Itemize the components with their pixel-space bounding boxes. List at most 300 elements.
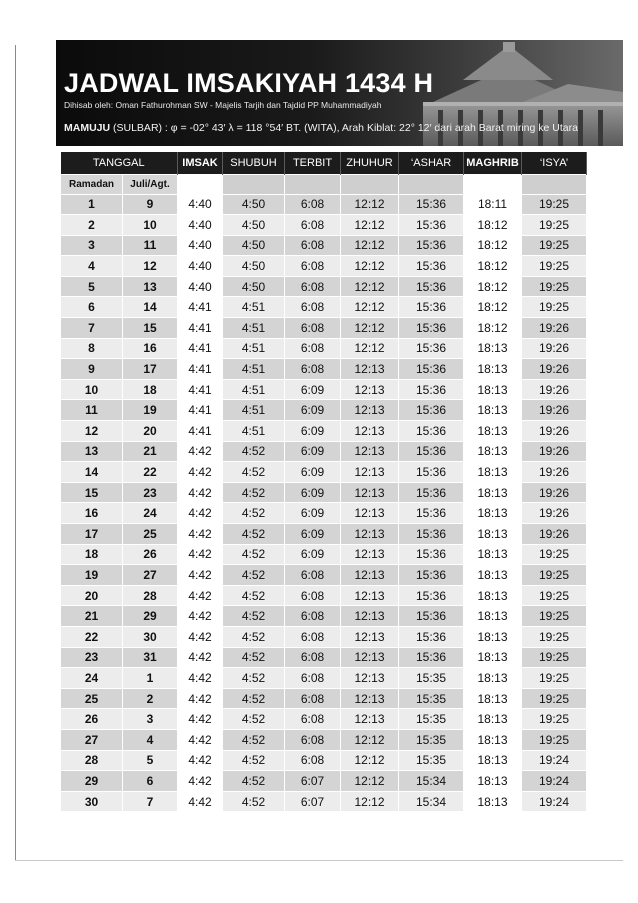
cell-isya: 19:26	[522, 441, 587, 462]
cell-gregorian-day: 20	[123, 421, 178, 442]
cell-maghrib: 18:13	[464, 791, 522, 812]
cell-gregorian-day: 21	[123, 441, 178, 462]
subheader-empty-cell	[223, 174, 285, 194]
cell-ashar: 15:36	[399, 400, 464, 421]
cell-terbit: 6:08	[285, 688, 341, 709]
table-row	[61, 194, 587, 215]
cell-ashar: 15:36	[399, 215, 464, 236]
table-row	[61, 421, 587, 442]
cell-zhuhur: 12:12	[341, 256, 399, 277]
cell-isya: 19:25	[522, 215, 587, 236]
cell-gregorian-day: 10	[123, 215, 178, 236]
cell-gregorian-day: 23	[123, 482, 178, 503]
page-title: JADWAL IMSAKIYAH 1434 H	[64, 68, 434, 98]
location-city: MAMUJU	[64, 122, 111, 134]
cell-maghrib: 18:13	[464, 688, 522, 709]
cell-terbit: 6:07	[285, 771, 341, 792]
cell-terbit: 6:08	[285, 276, 341, 297]
cell-ashar: 15:35	[399, 709, 464, 730]
cell-ashar: 15:36	[399, 544, 464, 565]
cell-zhuhur: 12:13	[341, 709, 399, 730]
cell-gregorian-day: 29	[123, 606, 178, 627]
cell-maghrib: 18:13	[464, 482, 522, 503]
subheader-empty-cell	[341, 174, 399, 194]
cell-zhuhur: 12:13	[341, 503, 399, 524]
cell-ramadan-day: 3	[61, 235, 123, 256]
cell-zhuhur: 12:13	[341, 359, 399, 380]
cell-shubuh: 4:50	[223, 194, 285, 215]
cell-isya: 19:25	[522, 256, 587, 277]
column-header-imsak: IMSAK	[178, 152, 223, 174]
cell-zhuhur: 12:13	[341, 544, 399, 565]
table-row	[61, 524, 587, 545]
cell-ashar: 15:36	[399, 318, 464, 339]
cell-isya: 19:26	[522, 524, 587, 545]
cell-ramadan-day: 11	[61, 400, 123, 421]
table-row	[61, 235, 587, 256]
cell-isya: 19:25	[522, 606, 587, 627]
cell-terbit: 6:09	[285, 503, 341, 524]
cell-terbit: 6:09	[285, 441, 341, 462]
cell-ashar: 15:36	[399, 606, 464, 627]
cell-terbit: 6:08	[285, 585, 341, 606]
cell-isya: 19:25	[522, 235, 587, 256]
cell-terbit: 6:08	[285, 359, 341, 380]
cell-ramadan-day: 26	[61, 709, 123, 730]
table-row	[61, 318, 587, 339]
cell-terbit: 6:07	[285, 791, 341, 812]
table-row	[61, 359, 587, 380]
table-row	[61, 709, 587, 730]
subheader-empty-cell	[285, 174, 341, 194]
column-header-zhuhur: ZHUHUR	[341, 152, 399, 174]
cell-gregorian-day: 19	[123, 400, 178, 421]
cell-zhuhur: 12:13	[341, 524, 399, 545]
cell-ramadan-day: 1	[61, 194, 123, 215]
cell-shubuh: 4:51	[223, 297, 285, 318]
cell-ramadan-day: 22	[61, 626, 123, 647]
table-row	[61, 441, 587, 462]
cell-zhuhur: 12:12	[341, 235, 399, 256]
cell-maghrib: 18:13	[464, 359, 522, 380]
cell-isya: 19:24	[522, 750, 587, 771]
subheader-empty-cell	[399, 174, 464, 194]
cell-maghrib: 18:13	[464, 400, 522, 421]
page-left-rule	[15, 45, 16, 860]
cell-gregorian-day: 27	[123, 565, 178, 586]
cell-zhuhur: 12:12	[341, 771, 399, 792]
cell-isya: 19:26	[522, 379, 587, 400]
cell-imsak: 4:41	[178, 318, 223, 339]
cell-imsak: 4:41	[178, 421, 223, 442]
cell-gregorian-day: 13	[123, 276, 178, 297]
cell-gregorian-day: 17	[123, 359, 178, 380]
cell-maghrib: 18:12	[464, 256, 522, 277]
cell-zhuhur: 12:12	[341, 338, 399, 359]
cell-maghrib: 18:12	[464, 215, 522, 236]
cell-shubuh: 4:52	[223, 771, 285, 792]
cell-maghrib: 18:13	[464, 379, 522, 400]
cell-isya: 19:25	[522, 668, 587, 689]
cell-zhuhur: 12:13	[341, 462, 399, 483]
cell-imsak: 4:42	[178, 771, 223, 792]
cell-maghrib: 18:13	[464, 606, 522, 627]
location-coordinates: (SULBAR) : φ = -02° 43′ λ = 118 °54′ BT. (WITA), Arah Kiblat: 22° 12′ dari arah Barat miring ke Utara	[110, 122, 578, 134]
subheader-empty-cell	[522, 174, 587, 194]
cell-imsak: 4:42	[178, 791, 223, 812]
cell-terbit: 6:08	[285, 297, 341, 318]
table-row	[61, 215, 587, 236]
cell-ramadan-day: 14	[61, 462, 123, 483]
cell-isya: 19:25	[522, 729, 587, 750]
subheader-juli-agt: Juli/Agt.	[123, 174, 178, 194]
cell-terbit: 6:08	[285, 709, 341, 730]
cell-ramadan-day: 28	[61, 750, 123, 771]
column-header-shubuh: SHUBUH	[223, 152, 285, 174]
cell-maghrib: 18:13	[464, 626, 522, 647]
table-row	[61, 668, 587, 689]
cell-maghrib: 18:13	[464, 544, 522, 565]
cell-ramadan-day: 7	[61, 318, 123, 339]
cell-shubuh: 4:52	[223, 688, 285, 709]
table-row	[61, 503, 587, 524]
cell-zhuhur: 12:12	[341, 194, 399, 215]
cell-zhuhur: 12:13	[341, 647, 399, 668]
cell-imsak: 4:42	[178, 709, 223, 730]
cell-zhuhur: 12:13	[341, 400, 399, 421]
cell-ramadan-day: 25	[61, 688, 123, 709]
table-row	[61, 585, 587, 606]
cell-imsak: 4:40	[178, 235, 223, 256]
table-row	[61, 688, 587, 709]
table-row	[61, 606, 587, 627]
cell-ashar: 15:36	[399, 585, 464, 606]
cell-shubuh: 4:50	[223, 276, 285, 297]
cell-ashar: 15:35	[399, 729, 464, 750]
cell-isya: 19:25	[522, 276, 587, 297]
cell-maghrib: 18:13	[464, 441, 522, 462]
cell-isya: 19:25	[522, 565, 587, 586]
cell-ashar: 15:35	[399, 688, 464, 709]
page-subtitle: Dihisab oleh: Oman Fathurohman SW - Majelis Tarjih dan Tajdid PP Muhammadiyah	[64, 100, 382, 110]
cell-terbit: 6:09	[285, 379, 341, 400]
cell-gregorian-day: 9	[123, 194, 178, 215]
cell-imsak: 4:42	[178, 503, 223, 524]
table-header-row	[61, 152, 587, 174]
cell-imsak: 4:42	[178, 750, 223, 771]
cell-ashar: 15:34	[399, 791, 464, 812]
cell-ashar: 15:36	[399, 359, 464, 380]
cell-ramadan-day: 21	[61, 606, 123, 627]
cell-maghrib: 18:13	[464, 421, 522, 442]
cell-maghrib: 18:13	[464, 524, 522, 545]
cell-imsak: 4:42	[178, 647, 223, 668]
cell-shubuh: 4:51	[223, 338, 285, 359]
cell-terbit: 6:08	[285, 668, 341, 689]
cell-ramadan-day: 6	[61, 297, 123, 318]
column-header-terbit: TERBIT	[285, 152, 341, 174]
page-bottom-rule	[15, 860, 623, 861]
table-row	[61, 750, 587, 771]
cell-zhuhur: 12:12	[341, 215, 399, 236]
subheader-ramadan: Ramadan	[61, 174, 123, 194]
cell-imsak: 4:42	[178, 585, 223, 606]
cell-terbit: 6:09	[285, 544, 341, 565]
cell-terbit: 6:08	[285, 565, 341, 586]
cell-isya: 19:26	[522, 359, 587, 380]
table-row	[61, 400, 587, 421]
cell-shubuh: 4:52	[223, 482, 285, 503]
table-body	[61, 194, 587, 812]
cell-terbit: 6:08	[285, 215, 341, 236]
cell-ashar: 15:36	[399, 276, 464, 297]
cell-maghrib: 18:13	[464, 647, 522, 668]
cell-gregorian-day: 15	[123, 318, 178, 339]
cell-shubuh: 4:51	[223, 400, 285, 421]
cell-gregorian-day: 18	[123, 379, 178, 400]
cell-gregorian-day: 22	[123, 462, 178, 483]
cell-imsak: 4:41	[178, 297, 223, 318]
cell-shubuh: 4:51	[223, 318, 285, 339]
cell-terbit: 6:08	[285, 606, 341, 627]
cell-isya: 19:26	[522, 421, 587, 442]
cell-ashar: 15:36	[399, 379, 464, 400]
cell-gregorian-day: 14	[123, 297, 178, 318]
cell-imsak: 4:42	[178, 668, 223, 689]
cell-shubuh: 4:52	[223, 647, 285, 668]
cell-zhuhur: 12:13	[341, 482, 399, 503]
cell-imsak: 4:42	[178, 482, 223, 503]
cell-ramadan-day: 9	[61, 359, 123, 380]
cell-ramadan-day: 24	[61, 668, 123, 689]
cell-ashar: 15:35	[399, 750, 464, 771]
column-header-isya: ‘ISYA’	[522, 152, 587, 174]
cell-isya: 19:24	[522, 791, 587, 812]
cell-ashar: 15:36	[399, 194, 464, 215]
cell-zhuhur: 12:12	[341, 297, 399, 318]
cell-terbit: 6:08	[285, 318, 341, 339]
cell-isya: 19:25	[522, 626, 587, 647]
cell-shubuh: 4:51	[223, 359, 285, 380]
cell-shubuh: 4:52	[223, 791, 285, 812]
cell-gregorian-day: 1	[123, 668, 178, 689]
table-subheader-row	[61, 174, 587, 194]
cell-ashar: 15:36	[399, 524, 464, 545]
cell-imsak: 4:42	[178, 606, 223, 627]
cell-ramadan-day: 10	[61, 379, 123, 400]
cell-zhuhur: 12:13	[341, 379, 399, 400]
cell-shubuh: 4:52	[223, 729, 285, 750]
location-info	[64, 122, 578, 134]
cell-imsak: 4:42	[178, 462, 223, 483]
subheader-empty-cell	[178, 174, 223, 194]
cell-ramadan-day: 16	[61, 503, 123, 524]
cell-imsak: 4:40	[178, 194, 223, 215]
cell-shubuh: 4:52	[223, 606, 285, 627]
cell-gregorian-day: 5	[123, 750, 178, 771]
cell-imsak: 4:41	[178, 400, 223, 421]
cell-ramadan-day: 2	[61, 215, 123, 236]
cell-isya: 19:26	[522, 400, 587, 421]
cell-isya: 19:25	[522, 194, 587, 215]
cell-imsak: 4:40	[178, 256, 223, 277]
cell-maghrib: 18:12	[464, 235, 522, 256]
cell-isya: 19:25	[522, 709, 587, 730]
cell-ashar: 15:36	[399, 297, 464, 318]
cell-shubuh: 4:52	[223, 441, 285, 462]
cell-isya: 19:26	[522, 338, 587, 359]
cell-ashar: 15:36	[399, 421, 464, 442]
cell-gregorian-day: 6	[123, 771, 178, 792]
cell-ashar: 15:34	[399, 771, 464, 792]
cell-imsak: 4:40	[178, 215, 223, 236]
cell-isya: 19:25	[522, 297, 587, 318]
cell-shubuh: 4:52	[223, 709, 285, 730]
cell-ashar: 15:35	[399, 668, 464, 689]
cell-zhuhur: 12:13	[341, 668, 399, 689]
table-row	[61, 256, 587, 277]
cell-maghrib: 18:13	[464, 750, 522, 771]
cell-ramadan-day: 19	[61, 565, 123, 586]
cell-isya: 19:26	[522, 318, 587, 339]
cell-gregorian-day: 31	[123, 647, 178, 668]
cell-terbit: 6:09	[285, 524, 341, 545]
table-row	[61, 338, 587, 359]
table-row	[61, 771, 587, 792]
cell-ramadan-day: 8	[61, 338, 123, 359]
cell-terbit: 6:09	[285, 462, 341, 483]
column-header-ashar: ‘ASHAR	[399, 152, 464, 174]
cell-shubuh: 4:50	[223, 235, 285, 256]
cell-imsak: 4:41	[178, 359, 223, 380]
cell-ramadan-day: 30	[61, 791, 123, 812]
cell-ramadan-day: 5	[61, 276, 123, 297]
cell-shubuh: 4:52	[223, 668, 285, 689]
cell-maghrib: 18:12	[464, 297, 522, 318]
cell-maghrib: 18:13	[464, 668, 522, 689]
cell-ramadan-day: 20	[61, 585, 123, 606]
cell-imsak: 4:42	[178, 544, 223, 565]
cell-terbit: 6:08	[285, 750, 341, 771]
subheader-empty-cell	[464, 174, 522, 194]
cell-maghrib: 18:13	[464, 565, 522, 586]
cell-maghrib: 18:13	[464, 709, 522, 730]
cell-shubuh: 4:50	[223, 256, 285, 277]
cell-shubuh: 4:52	[223, 462, 285, 483]
cell-maghrib: 18:13	[464, 771, 522, 792]
cell-zhuhur: 12:13	[341, 441, 399, 462]
table-row	[61, 482, 587, 503]
cell-shubuh: 4:52	[223, 750, 285, 771]
header-banner	[56, 40, 623, 146]
cell-gregorian-day: 2	[123, 688, 178, 709]
cell-maghrib: 18:12	[464, 318, 522, 339]
cell-ramadan-day: 18	[61, 544, 123, 565]
cell-imsak: 4:42	[178, 524, 223, 545]
cell-terbit: 6:08	[285, 256, 341, 277]
table-row	[61, 276, 587, 297]
cell-ashar: 15:36	[399, 647, 464, 668]
cell-gregorian-day: 11	[123, 235, 178, 256]
cell-shubuh: 4:52	[223, 544, 285, 565]
cell-zhuhur: 12:13	[341, 606, 399, 627]
cell-imsak: 4:40	[178, 276, 223, 297]
cell-isya: 19:24	[522, 771, 587, 792]
cell-shubuh: 4:50	[223, 215, 285, 236]
cell-imsak: 4:42	[178, 688, 223, 709]
cell-isya: 19:25	[522, 585, 587, 606]
cell-zhuhur: 12:12	[341, 750, 399, 771]
cell-imsak: 4:42	[178, 441, 223, 462]
cell-imsak: 4:42	[178, 729, 223, 750]
cell-terbit: 6:08	[285, 647, 341, 668]
cell-ramadan-day: 29	[61, 771, 123, 792]
cell-gregorian-day: 7	[123, 791, 178, 812]
cell-zhuhur: 12:13	[341, 585, 399, 606]
cell-isya: 19:25	[522, 647, 587, 668]
column-header-maghrib: MAGHRIB	[464, 152, 522, 174]
cell-zhuhur: 12:12	[341, 729, 399, 750]
cell-ramadan-day: 23	[61, 647, 123, 668]
table-row	[61, 729, 587, 750]
cell-shubuh: 4:52	[223, 626, 285, 647]
table-row	[61, 379, 587, 400]
cell-shubuh: 4:51	[223, 421, 285, 442]
cell-terbit: 6:08	[285, 729, 341, 750]
column-header-tanggal: TANGGAL	[61, 152, 178, 174]
cell-zhuhur: 12:12	[341, 318, 399, 339]
cell-terbit: 6:09	[285, 421, 341, 442]
cell-imsak: 4:41	[178, 379, 223, 400]
cell-zhuhur: 12:13	[341, 688, 399, 709]
cell-zhuhur: 12:12	[341, 791, 399, 812]
cell-ramadan-day: 12	[61, 421, 123, 442]
cell-maghrib: 18:13	[464, 729, 522, 750]
cell-ashar: 15:36	[399, 441, 464, 462]
cell-maghrib: 18:13	[464, 462, 522, 483]
cell-gregorian-day: 12	[123, 256, 178, 277]
cell-zhuhur: 12:13	[341, 626, 399, 647]
cell-gregorian-day: 16	[123, 338, 178, 359]
cell-terbit: 6:08	[285, 626, 341, 647]
cell-imsak: 4:41	[178, 338, 223, 359]
cell-maghrib: 18:13	[464, 338, 522, 359]
cell-shubuh: 4:52	[223, 524, 285, 545]
table-row	[61, 297, 587, 318]
cell-ashar: 15:36	[399, 338, 464, 359]
cell-ashar: 15:36	[399, 256, 464, 277]
cell-imsak: 4:42	[178, 565, 223, 586]
table-row	[61, 544, 587, 565]
cell-maghrib: 18:11	[464, 194, 522, 215]
cell-ashar: 15:36	[399, 482, 464, 503]
cell-shubuh: 4:52	[223, 565, 285, 586]
cell-terbit: 6:08	[285, 338, 341, 359]
table-row	[61, 565, 587, 586]
cell-terbit: 6:09	[285, 482, 341, 503]
cell-ashar: 15:36	[399, 626, 464, 647]
cell-ramadan-day: 13	[61, 441, 123, 462]
cell-maghrib: 18:13	[464, 503, 522, 524]
table-row	[61, 791, 587, 812]
cell-ramadan-day: 17	[61, 524, 123, 545]
cell-imsak: 4:42	[178, 626, 223, 647]
cell-shubuh: 4:51	[223, 379, 285, 400]
cell-zhuhur: 12:12	[341, 276, 399, 297]
table-row	[61, 462, 587, 483]
table-row	[61, 647, 587, 668]
cell-isya: 19:26	[522, 503, 587, 524]
